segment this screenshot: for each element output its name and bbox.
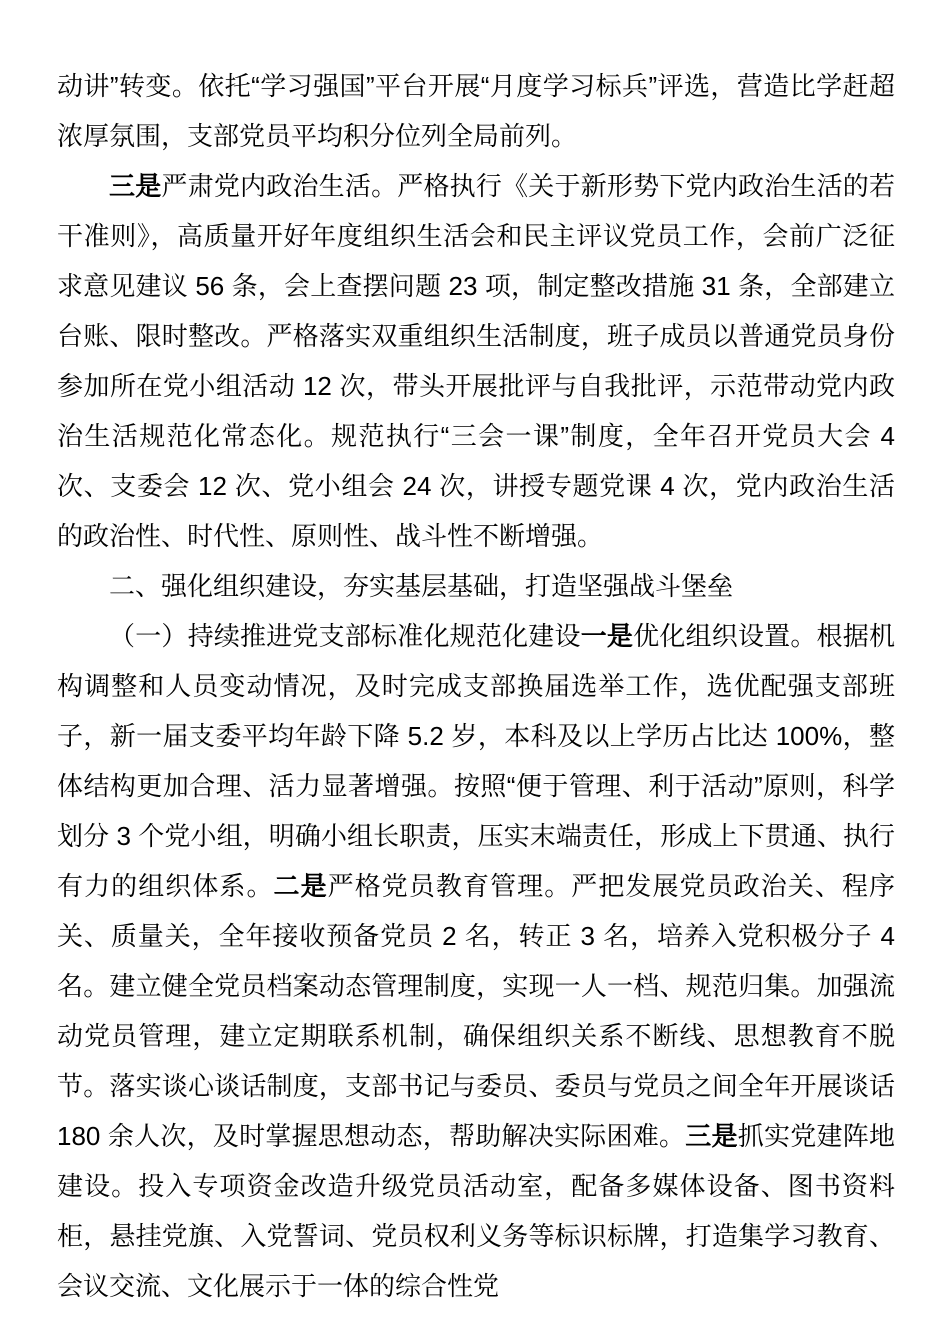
paragraph-political-life xyxy=(57,161,895,561)
bold-lead-in-er-shi: 二是 xyxy=(273,871,328,901)
text-run: 抓实党建阵地建设。投入专项资金改造升级党员活动室，配备多媒体设备、图书资料柜，悬挂党旗、入党誓词、党员权利义务等标识标牌，打造集学习教育、会议交流、文化展示于一体的综合性党 xyxy=(57,1121,895,1301)
subheading-lead-text: （一）持续推进党支部标准化规范化建设 xyxy=(109,621,581,651)
text-run: 严肃党内政治生活。严格执行《关于新形势下党内政治生活的若干准则》，高质量开好年度组织生活会和民主评议党员工作，会前广泛征求意见建议 56 条，会上查摆问题 23 项，制定整改措施 31 条，全部建立台账、限时整改。严格落实双重组织生活制度，班子成员以普通党员身份参加所在党小组活动 12 次，带头开展批评与自我批评，示范带动党内政治生活规范化常态化。规范执行“三会一课”制度，全年召开党员大会 4 次、支委会 12 次、党小组会 24 次，讲授专题党课 4 次，党内政治生活的政治性、时代性、原则性、战斗性不断增强。 xyxy=(57,171,895,551)
text-run: 严格党员教育管理。严把发展党员政治关、程序关、质量关，全年接收预备党员 2 名，转正 3 名，培养入党积极分子 4 名。建立健全党员档案动态管理制度，实现一人一档、规范归集。加强流动党员管理，建立定期联系机制，确保组织关系不断线、思想教育不脱节。落实谈心谈话制度，支部书记与委员、委员与党员之间全年开展谈话 180 余人次，及时掌握思想动态，帮助解决实际困难。 xyxy=(57,871,895,1151)
bold-lead-in-san-shi: 三是 xyxy=(109,171,162,201)
paragraph-continuation xyxy=(57,61,895,161)
bold-lead-in-san-shi: 三是 xyxy=(685,1121,738,1151)
text-run: 优化组织设置。根据机构调整和人员变动情况，及时完成支部换届选举工作，选优配强支部班子，新一届支委平均年龄下降 5.2 岁，本科及以上学历占比达 100%，整体结构更加合理、活力显著增强。按照“便于管理、利于活动”原则，科学划分 3 个党小组，明确小组长职责，压实末端责任，形成上下贯通、执行有力的组织体系。 xyxy=(57,621,895,901)
heading-text: 二、强化组织建设，夯实基层基础，打造坚强战斗堡垒 xyxy=(109,571,734,601)
text-run: 动讲”转变。依托“学习强国”平台开展“月度学习标兵”评选，营造比学赶超浓厚氛围，支部党员平均积分位列全局前列。 xyxy=(57,71,895,151)
bold-lead-in-yi-shi: 一是 xyxy=(580,621,634,651)
paragraph-org-building xyxy=(57,611,895,1311)
section-heading-two xyxy=(57,561,895,611)
